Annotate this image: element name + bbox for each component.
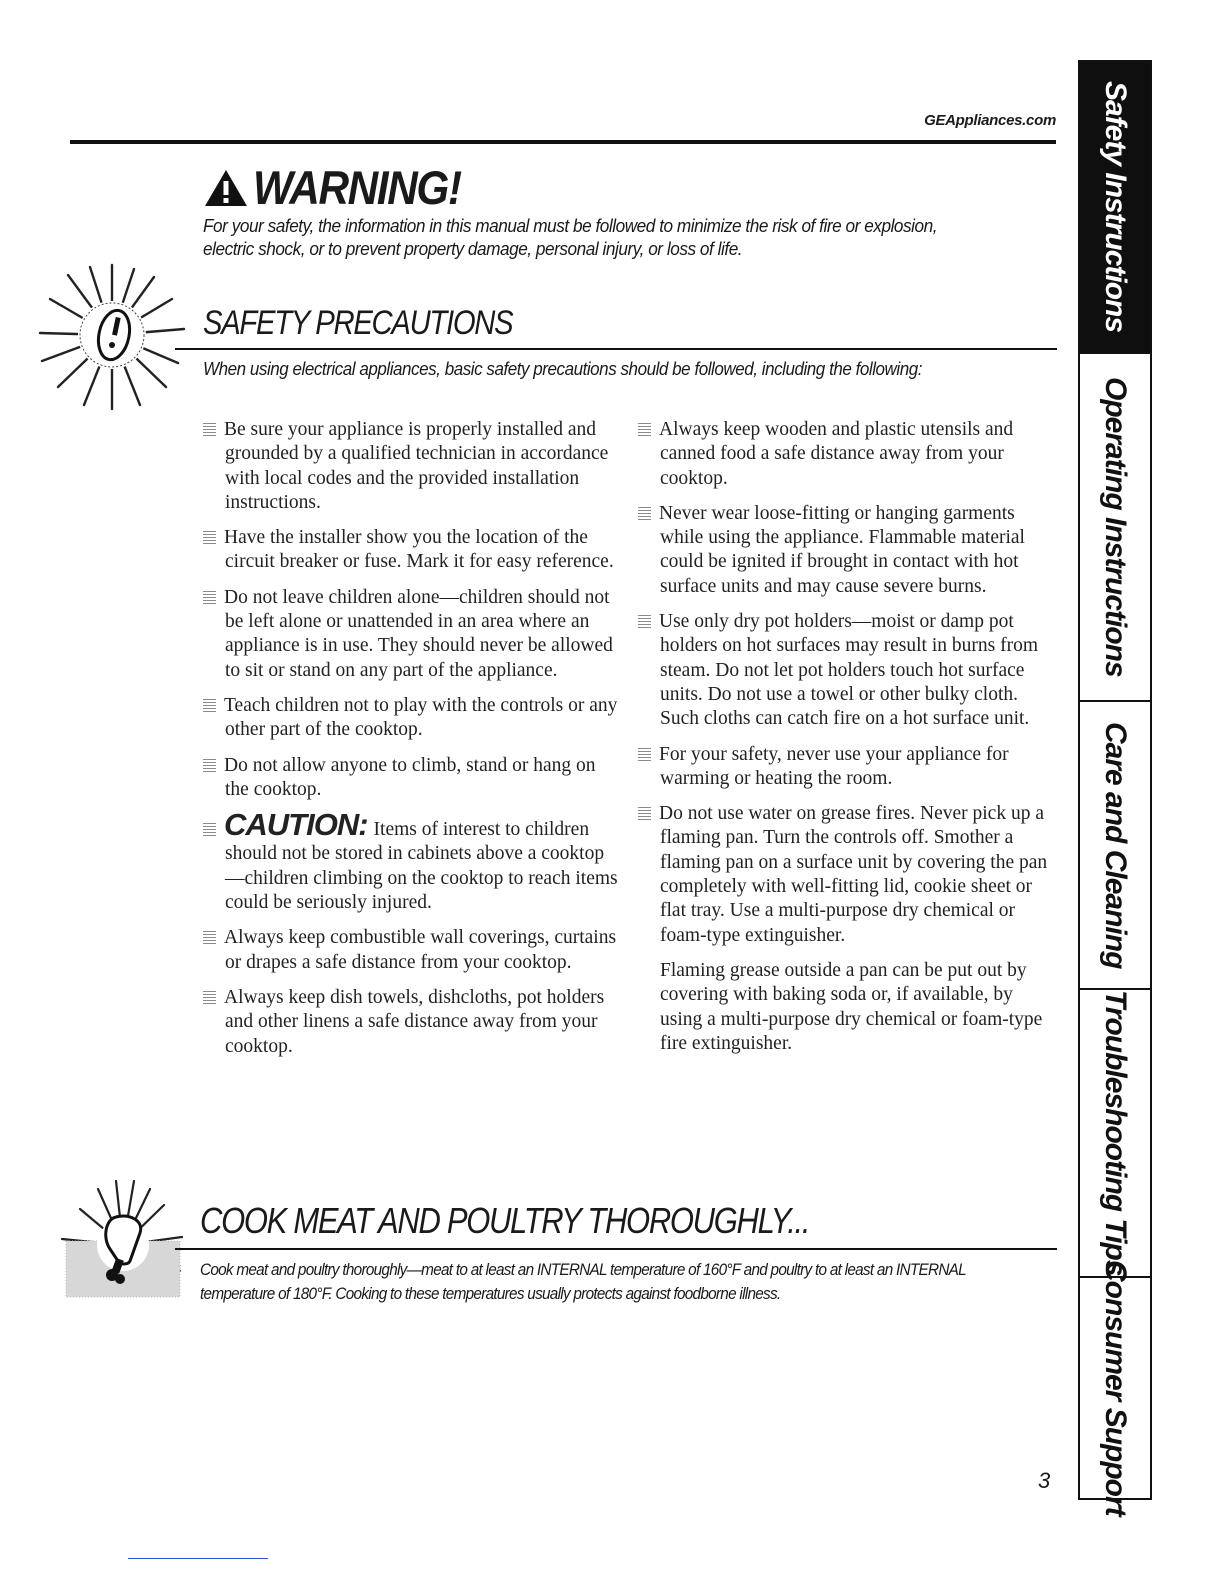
left-column [203,418,623,1070]
tab-safety-instructions[interactable] [1080,62,1150,352]
list-item: Always keep combustible wall coverings, curtains or drapes a safe distance from your cooktop. [203,926,623,975]
safety-title: SAFETY PRECAUTIONS [203,304,513,342]
exclamation-burst-icon [32,255,192,415]
list-item: Do not leave children alone—children should not be left alone or unattended in an area where an appliance is in use. They should never be allowed to sit or stand on any part of the appliance. [203,586,623,683]
bullet-icon [203,823,216,836]
list-item: For your safety, never use your appliance for warming or heating the room. [638,743,1058,792]
bullet-icon [203,591,216,604]
list-item: Always keep wooden and plastic utensils and canned food a safe distance away from your cooktop. [638,418,1058,491]
grease-note: Flaming grease outside a pan can be put out by covering with baking soda or, if available, by using a multi-purpose dry chemical or foam-type fire extinguisher. [660,959,1043,1054]
list-item: Never wear loose-fitting or hanging garments while using the appliance. Flammable material could be ignited if brought in contact with hot surface units and may cause severe burns. [638,502,1058,599]
bullet-icon [638,507,651,520]
tab-label: Care and Cleaning [1099,721,1132,969]
bullet-icon [638,615,651,628]
caution-item: CAUTION: Items of interest to children should not be stored in cabinets above a cooktop—children climbing on the cooktop to reach items could be seriously injured. [203,813,623,915]
header-rule [70,140,1056,144]
list-item: Have the installer show you the location of the circuit breaker or fuse. Mark it for easy reference. [203,526,623,575]
site-url: GEAppliances.com [924,112,1056,129]
drumstick-burst-icon [58,1175,188,1305]
footer-line [128,1558,268,1559]
list-item: Use only dry pot holders—moist or damp pot holders on hot surfaces may result in burns from steam. Do not let pot holders touch hot surface units. Do not use a towel or other bulky cloth. Such cloths can catch fire on a hot surface unit. [638,610,1058,731]
safety-intro: When using electrical appliances, basic safety precautions should be followed, including the following: [203,358,922,379]
warning-title: WARNING! [253,161,461,214]
cook-title: COOK MEAT AND POULTRY THOROUGHLY... [200,1200,810,1241]
bullet-icon [203,423,216,436]
cook-rule [175,1248,1057,1250]
warning-text: For your safety, the information in this manual must be followed to minimize the risk of fire or explosion, electric shock, or to prevent property damage, personal injury, or loss of life. [203,215,938,259]
bullet-icon [203,759,216,772]
list-item: Always keep dish towels, dishcloths, pot holders and other linens a safe distance away from your cooktop. [203,986,623,1059]
list-item: Teach children not to play with the controls or any other part of the cooktop. [203,694,623,743]
right-column [638,418,1058,1067]
tab-label: Operating Instructions [1099,377,1132,677]
bullet-icon [638,423,651,436]
bullet-icon [638,807,651,820]
tab-troubleshooting-tips[interactable] [1080,988,1150,1276]
bullet-icon [203,991,216,1004]
bullet-icon [203,699,216,712]
tab-operating-instructions[interactable] [1080,352,1150,700]
tab-label: Troubleshooting Tips [1099,990,1132,1276]
bullet-icon [203,931,216,944]
caution-label: CAUTION: [224,807,368,843]
tab-label: Consumer Support [1099,1260,1132,1516]
tab-care-and-cleaning[interactable] [1080,700,1150,988]
list-item: Do not allow anyone to climb, stand or hang on the cooktop. [203,754,623,803]
bullet-icon [203,531,216,544]
tab-label: Safety Instructions [1099,81,1132,333]
safety-rule [175,348,1057,350]
bullet-icon [638,748,651,761]
warning-triangle-icon [203,168,249,208]
page-number: 3 [1038,1468,1051,1493]
section-tabs [1078,60,1152,1516]
cook-intro: Cook meat and poultry thoroughly—meat to at least an INTERNAL temperature of 160°F and poultry to at least an INTERNAL temperature of 180°F. Cooking to these temperatures usually protects against foodborne illness. [200,1260,966,1303]
tab-consumer-support[interactable] [1080,1260,1150,1516]
list-item: Be sure your appliance is properly installed and grounded by a qualified technician in accordance with local codes and the provided installation instructions. [203,418,623,515]
warning-heading [203,160,484,215]
list-item: Do not use water on grease fires. Never pick up a flaming pan. Turn the controls off. Smother a flaming pan on a surface unit by covering the pan completely with well-fitting lid, cookie sheet or flat tray. Use a multi-purpose dry chemical or foam-type extinguisher. [638,802,1058,948]
